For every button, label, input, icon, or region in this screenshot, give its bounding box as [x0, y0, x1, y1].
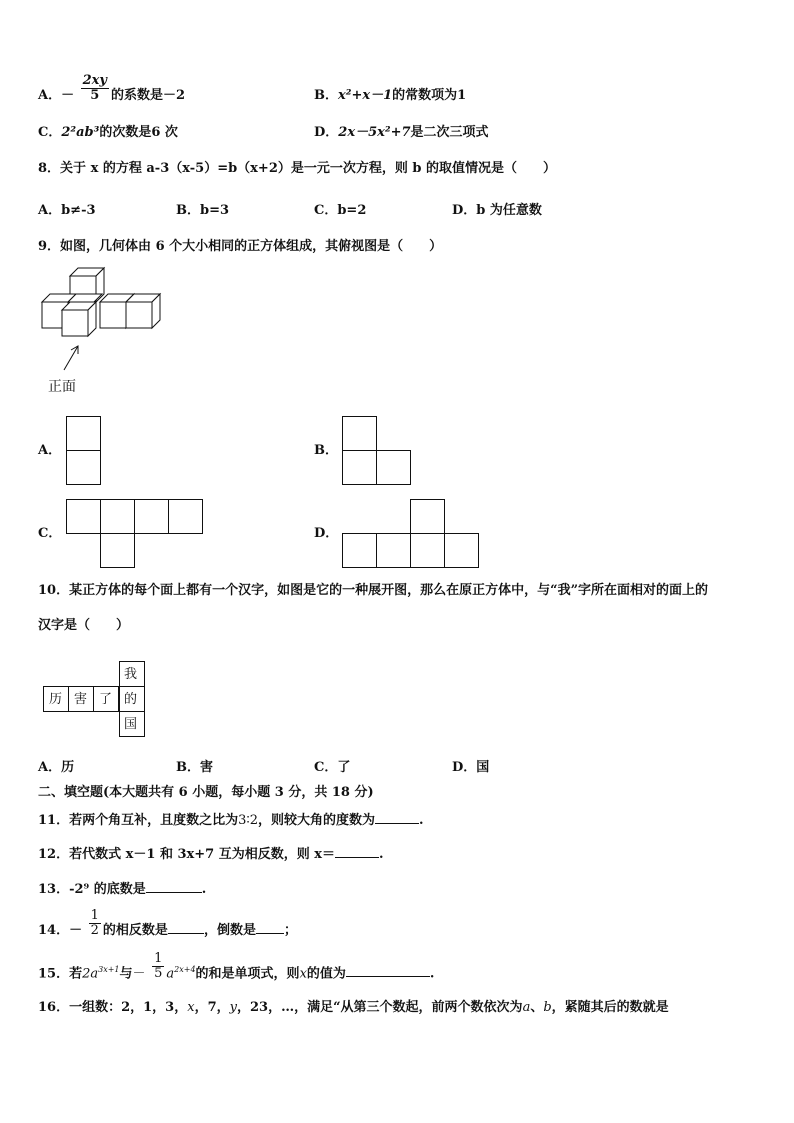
q12: 12．若代数式 x－1 和 3x+7 互为相反数，则 x＝ . [38, 847, 384, 862]
fraction: $\frac{1}{2}$ [90, 908, 99, 938]
q9-stem: 9．如图，几何体由 6 个大小相同的正方体组成，其俯视图是（ ） [38, 239, 443, 254]
q10-option-a: A．历 [38, 760, 75, 775]
q8-option-b: B．b=3 [176, 203, 230, 218]
section-title: 二、填空题(本大题共有 6 小题，每小题 3 分，共 18 分) [38, 785, 374, 800]
q7-option-d: D．2x－5x²+7是二次三项式 [314, 125, 489, 140]
answer-blank[interactable] [256, 921, 284, 934]
q11: 11．若两个角互补，且度数之比为3∶2，则较大角的度数为 . [38, 813, 424, 828]
q7-option-b: B．x²+x－1的常数项为1 [314, 88, 467, 103]
q10-option-c: C．了 [314, 760, 351, 775]
front-view-label: 正面 [48, 379, 76, 395]
net-char-hai: 害 [74, 692, 88, 707]
answer-blank[interactable] [346, 964, 430, 977]
net-char-wo: 我 [124, 667, 138, 682]
q8-option-c: C．b=2 [314, 203, 367, 218]
q9-option-b-figure [342, 416, 412, 486]
q10-option-b: B．害 [176, 760, 213, 775]
net-char-li: 历 [49, 692, 63, 707]
q15: 15．若$2a^{3x+1}$与－ $\frac{1}{5}$ $a^{2x+4}$的和是单项式，则x的值为 . [38, 951, 435, 982]
q7-option-c: C．2²ab³的次数是6 次 [38, 125, 178, 140]
net-char-le: 了 [99, 692, 113, 707]
q14: 14．－ $\frac{1}{2}$ 的相反数是 ，倒数是 ； [38, 908, 297, 938]
net-char-de: 的 [124, 692, 138, 707]
q7-option-a: A．－ $\frac{2xy}{5}$ 的系数是－2 [38, 73, 186, 103]
q10-stem-line1: 10．某正方体的每个面上都有一个汉字，如图是它的一种展开图，那么在原正方体中，与“我”字所在面相对的面上的 [38, 583, 709, 598]
q9-solid-figure [36, 268, 166, 378]
q10-option-d: D．国 [452, 760, 490, 775]
fraction: $\frac{2xy}{5}$ [82, 73, 107, 103]
q9-option-a-figure [66, 416, 102, 486]
q9-option-c-label: C． [38, 526, 62, 541]
q13: 13．-2⁹ 的底数是 . [38, 882, 207, 897]
q8-option-d: D．b 为任意数 [452, 203, 542, 218]
q16: 16．一组数：2，1，3，x，7，y，23，…，满足“从第三个数起，前两个数依次为a、b，紧随其后的数就是 [38, 1000, 669, 1015]
q9-option-c-figure [66, 499, 204, 569]
answer-blank[interactable] [335, 845, 379, 858]
q10-stem-line2: 汉字是（ ） [38, 618, 130, 633]
q9-option-a-label: A． [38, 443, 62, 458]
q9-option-b-label: B． [314, 443, 338, 458]
q9-option-d-figure [342, 499, 480, 569]
fraction: $\frac{1}{5}$ [154, 951, 163, 982]
q8-stem: 8．关于 x 的方程 a-3（x-5）=b（x+2）是一元一次方程，则 b 的取值情况是（ ） [38, 161, 557, 176]
q8-option-a: A．b≠-3 [38, 203, 96, 218]
net-char-guo: 国 [124, 717, 138, 732]
answer-blank[interactable] [168, 921, 204, 934]
answer-blank[interactable] [146, 880, 202, 893]
answer-blank[interactable] [375, 811, 419, 824]
q9-option-d-label: D． [314, 526, 339, 541]
